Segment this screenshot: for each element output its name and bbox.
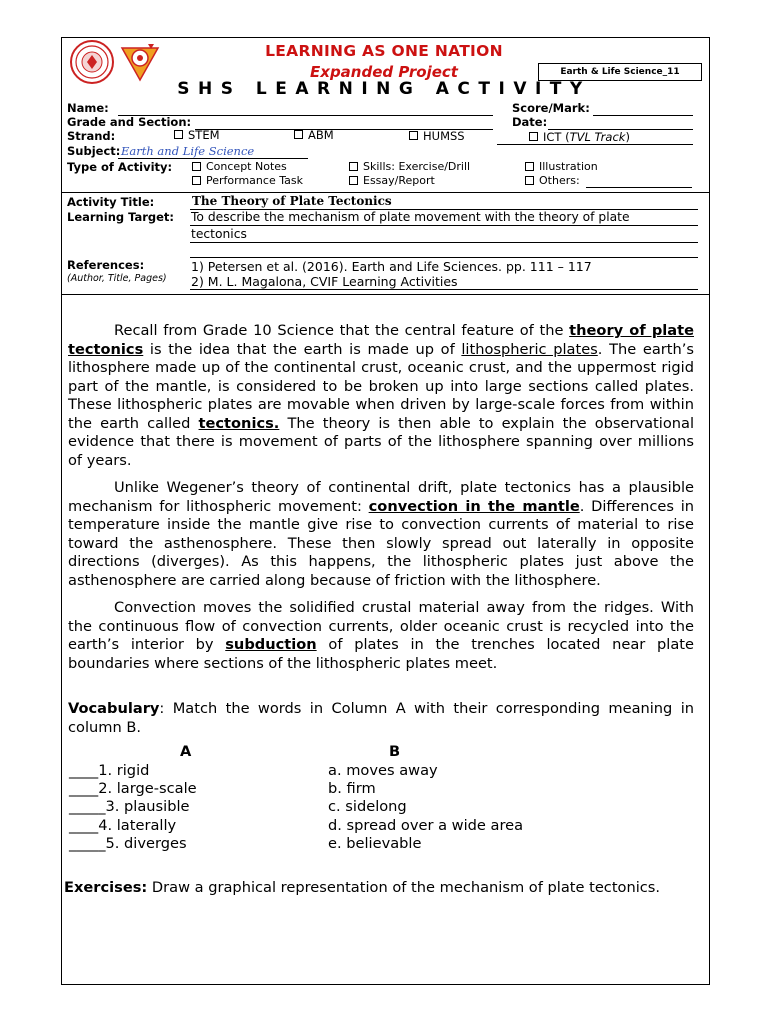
others-field[interactable]	[586, 187, 692, 188]
column-a-item: _____5. diverges	[69, 834, 187, 852]
concept-checkbox[interactable]	[192, 162, 201, 171]
vocabulary-instruction: Vocabulary: Match the words in Column A with their corresponding meaning in column B.	[68, 700, 694, 736]
type-illustration[interactable]: Illustration	[525, 160, 598, 173]
illustration-checkbox[interactable]	[525, 162, 534, 171]
exercises-instruction: Exercises: Draw a graphical representation of the mechanism of plate tectonics.	[64, 879, 661, 896]
references-underline	[190, 289, 698, 290]
learning-target-label: Learning Target:	[67, 210, 175, 224]
type-label: Type of Activity:	[67, 160, 173, 174]
column-b-item: d. spread over a wide area	[328, 816, 524, 834]
column-a-item: ____1. rigid	[69, 762, 150, 779]
column-b-item: c. sidelong	[328, 798, 407, 816]
paragraph-2: Unlike Wegener’s theory of continental drift, plate tectonics has a plausible mechanism for lithospheric movement: convection in the mantle. Differences in temperature inside the mantle give rise to convection currents of material to rise toward the asthenosphere. These then slowly spread out laterally in opposite directions (diverges). As this happens, the lithospheric plates just above the asthenosphere are carried along because of friction with the lithosphere.	[68, 479, 694, 589]
strand-abm[interactable]: ABM	[294, 128, 334, 142]
subject-field[interactable]	[118, 158, 308, 159]
learning-target-underline2	[190, 242, 698, 243]
date-label: Date:	[512, 115, 548, 129]
learning-target-underline1	[190, 225, 698, 226]
section-divider	[62, 192, 709, 193]
skills-checkbox[interactable]	[349, 162, 358, 171]
learning-target-line2: tectonics	[191, 227, 247, 241]
body-text	[68, 322, 694, 673]
header-bottom-divider	[62, 294, 709, 295]
org-title: LEARNING AS ONE NATION	[265, 42, 503, 60]
strand-ict[interactable]: ICT (TVL Track)	[529, 130, 630, 144]
strand-label: Strand:	[67, 129, 116, 143]
type-performance[interactable]: Performance Task	[192, 174, 303, 187]
activity-title-label: Activity Title:	[67, 195, 155, 209]
column-a-item: _____3. plausible	[69, 798, 190, 816]
references-label: References:	[67, 258, 145, 272]
paragraph-3: Convection moves the solidified crustal material away from the ridges. With the continuous flow of convection currents, older oceanic crust is recycled into the earth’s interior by subduction of plates in the trenches located near plate boundaries where sections of the lithospheric plates meet.	[68, 599, 694, 672]
stem-checkbox[interactable]	[174, 130, 183, 139]
column-a-item: ____2. large-scale	[69, 780, 197, 798]
name-label: Name:	[67, 101, 109, 115]
type-essay[interactable]: Essay/Report	[349, 174, 435, 187]
reference-2: 2) M. L. Magalona, CVIF Learning Activities	[191, 274, 458, 289]
drawing-area[interactable]	[64, 905, 704, 980]
score-label: Score/Mark:	[512, 101, 590, 115]
column-b-item: b. firm	[328, 780, 376, 798]
others-checkbox[interactable]	[525, 176, 534, 185]
project-title: Expanded Project	[310, 63, 458, 81]
column-a-list	[69, 762, 197, 853]
activity-heading: SHS LEARNING ACTIVITY	[177, 79, 591, 99]
humss-checkbox[interactable]	[409, 131, 418, 140]
ict-underline	[497, 144, 693, 145]
essay-checkbox[interactable]	[349, 176, 358, 185]
score-field[interactable]	[593, 115, 693, 116]
column-b-item: e. believable	[328, 834, 422, 852]
ict-checkbox[interactable]	[529, 132, 538, 141]
blank-underline	[190, 257, 698, 258]
subject-tag: Earth & Life Science_11	[538, 63, 702, 81]
column-b-list	[328, 762, 523, 853]
paragraph-1: Recall from Grade 10 Science that the central feature of the theory of plate tectonics is the idea that the earth is made up of lithospheric plates. The earth’s lithosphere made up of the continental crust, oceanic crust, and the uppermost rigid part of the mantle, is considered to be broken up into large sections called plates. These lithospheric plates are movable when driven by large-scale forces from within the earth called tectonics. The theory is then able to explain the observational evidence that there is movement of parts of the lithosphere spanning over millions of years.	[68, 322, 695, 469]
subject-label: Subject:	[67, 144, 121, 158]
subject-value: Earth and Life Science	[121, 144, 255, 158]
learning-target-line1: To describe the mechanism of plate movement with the theory of plate	[191, 210, 630, 224]
column-b-item: a. moves away	[328, 762, 438, 779]
column-b-header: B	[389, 743, 401, 760]
strand-stem[interactable]: STEM	[174, 128, 220, 142]
column-a-header: A	[180, 743, 192, 760]
type-skills[interactable]: Skills: Exercise/Drill	[349, 160, 470, 173]
activity-title-value: The Theory of Plate Tectonics	[192, 194, 392, 208]
column-a-item: ____4. laterally	[69, 816, 177, 834]
references-sub: (Author, Title, Pages)	[67, 273, 167, 284]
grade-label: Grade and Section:	[67, 115, 192, 129]
strand-humss[interactable]: HUMSS	[409, 129, 465, 143]
type-concept[interactable]: Concept Notes	[192, 160, 287, 173]
reference-1: 1) Petersen et al. (2016). Earth and Life Sciences. pp. 111 – 117	[191, 259, 592, 274]
performance-checkbox[interactable]	[192, 176, 201, 185]
type-others[interactable]: Others:	[525, 174, 580, 187]
abm-checkbox[interactable]	[294, 130, 303, 139]
